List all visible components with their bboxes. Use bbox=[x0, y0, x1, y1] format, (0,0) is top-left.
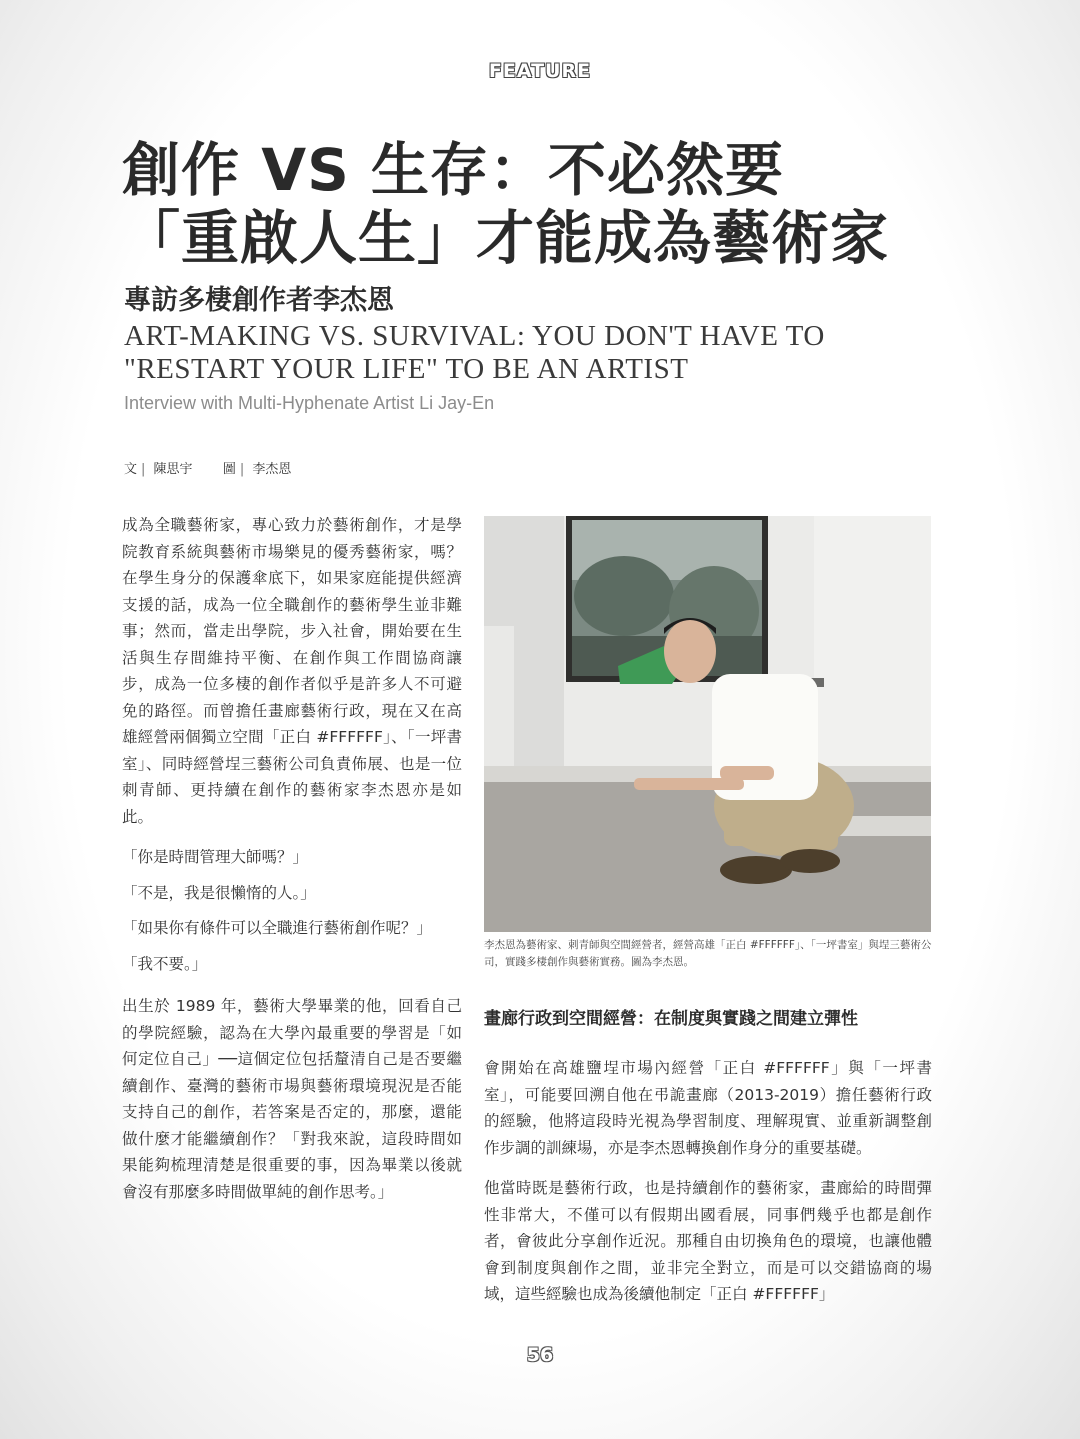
quote-line: 「如果你有條件可以全職進行藝術創作呢？」 bbox=[122, 919, 433, 937]
english-title-line-1: ART-MAKING VS. SURVIVAL: YOU DON'T HAVE TO bbox=[124, 320, 825, 352]
quote-line: 「我不要。」 bbox=[122, 954, 208, 973]
credit-photo-author: 李杰恩 bbox=[252, 462, 292, 477]
section-label: FEATURE bbox=[488, 60, 592, 82]
artist-photo bbox=[484, 516, 931, 932]
body-paragraph-background: 出生於 1989 年，藝術大學畢業的他，回看自己的學院經驗，認為在大學內最重要的學習是「如何定位自己」──這個定位包括釐清自己是否要繼續創作、臺灣的藝術市場與藝術環境現況是否能支持自己的創作，若答案是否定的，那麼，還能做什麼才能繼續創作？「對我來說，這段時間如果能夠梳理清楚是很重要的事，因為畢業以後就會沒有那麼多時間做單純的創作思考。」 bbox=[122, 997, 462, 1201]
credit-photo-label: 圖 bbox=[222, 462, 236, 477]
quote-line: 「不是，我是很懶惰的人。」 bbox=[122, 883, 316, 902]
body-paragraph-gallery: 會開始在高雄鹽埕市場內經營「正白 #FFFFFF」與「一坪書室」，可能要回溯自他在弔詭畫廊（2013-2019）擔任藝術行政的經驗，他將這段時光視為學習制度、理解現實、並重新調整創作步調的訓練場，亦是李杰恩轉換創作身分的重要基礎。 bbox=[484, 1059, 932, 1157]
title-line-2: 「重啟人生」才能成為藝術家 bbox=[122, 204, 890, 272]
body-paragraph-intro: 成為全職藝術家，專心致力於藝術創作，才是學院教育系統與藝術市場樂見的優秀藝術家，嗎？在學生身分的保護傘底下，如果家庭能提供經濟支援的話，成為一位全職創作的藝術學生並非難事；然而，當走出學院，步入社會，開始要在生活與生存間維持平衡、在創作與工作間協商讓步，成為一位多棲的創作者似乎是許多人不可避免的路徑。而曾擔任畫廊藝術行政，現在又在高雄經營兩個獨立空間「正白 #FFFFFF」、「一坪書室」、同時經營埕三藝術公司負責佈展、也是一位刺青師、更持續在創作的藝術家李杰恩亦是如此。 bbox=[122, 516, 462, 826]
credit-text-label: 文 bbox=[124, 462, 138, 477]
english-title bbox=[124, 320, 924, 386]
credit-divider: | bbox=[239, 462, 245, 477]
subtitle-chinese: 專訪多棲創作者李杰恩 bbox=[124, 285, 394, 316]
right-column bbox=[484, 1004, 932, 1322]
photo-caption: 李杰恩為藝術家、刺青師與空間經營者，經營高雄「正白 #FFFFFF」、「一坪書室」與埕三藝術公司，實踐多棲創作與藝術實務。圖為李杰恩。 bbox=[484, 939, 932, 968]
subtitle-english: Interview with Multi-Hyphenate Artist Li Jay-En bbox=[124, 393, 495, 413]
artist-photo-illustration bbox=[484, 516, 931, 932]
english-title-line-2: "RESTART YOUR LIFE" TO BE AN ARTIST bbox=[124, 353, 689, 385]
credits bbox=[124, 458, 295, 477]
section-heading: 畫廊行政到空間經營：在制度與實踐之間建立彈性 bbox=[484, 1009, 858, 1029]
quote-line: 「你是時間管理大師嗎？」 bbox=[122, 848, 309, 866]
page-number: 56 bbox=[526, 1344, 554, 1366]
credit-text-author: 陳思宇 bbox=[153, 462, 193, 477]
left-column bbox=[122, 512, 462, 1219]
article-title bbox=[122, 136, 982, 272]
title-line-1: 創作 VS 生存：不必然要 bbox=[122, 136, 785, 204]
credit-divider: | bbox=[141, 462, 146, 477]
body-paragraph-flexibility: 他當時既是藝術行政，也是持續創作的藝術家，畫廊給的時間彈性非常大，不僅可以有假期出國看展，同事們幾乎也都是創作者，會彼此分享創作近況。那種自由切換角色的環境，也讓他體會到制度與創作之間，並非完全對立，而是可以交錯協商的場域，這些經驗也成為後續他制定「正白 #FFFFFF」 bbox=[484, 1179, 932, 1303]
